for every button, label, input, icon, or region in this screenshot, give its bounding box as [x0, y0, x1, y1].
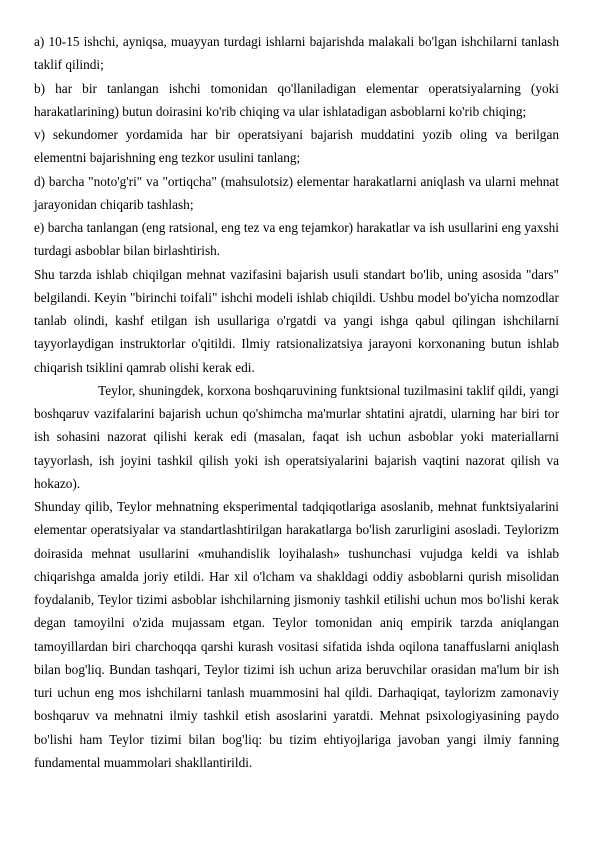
list-item-v: v) sekundomer yordamida har bir operatsiyani bajarish muddatini yozib oling va berilgan elementni bajarishning eng tezkor usulini tanlang; — [34, 127, 559, 166]
list-item-a: a) 10-15 ishchi, ayniqsa, muayyan turdagi ishlarni bajarishda malakali bo'lgan ishchilarni tanlash taklif qilindi; — [34, 34, 559, 73]
body-paragraph: Shunday qilib, Teylor mehnatning eksperimental tadqiqotlariga asoslanib, mehnat funktsiyalarini elementar operatsiyalar va standartlashtirilgan harakatlarga bo'lish zarurligini asosladi. Teylorizm doirasida mehnat usullarini «muhandislik loyihalash» tushunchasi vujudga keldi va ishlab chiqarishga amalda joriy etildi. Har xil o'lcham va shakldagi oddiy asboblarni qurish misolidan foydalanib, Teylor tizimi asboblar ishchilarning jismoniy tashkil etilishi uchun mos bo'lishi kerak degan tamoyilni o'zida mujassam etgan. Teylor tomonidan aniq empirik tarzda aniqlangan tamoyillardan biri charchoqqa qarshi kurash vositasi sifatida ishda oqilona tanaffuslarni aniqlash bilan bog'liq. Bundan tashqari, Teylor tizimi ish uchun ariza beruvchilar orasidan ma'lum bir ish turi uchun eng mos ishchilarni tanlash muammosini hal qildi. Darhaqiqat, taylorizm zamonaviy boshqaruv va mehnatni ilmiy tashkil etish asoslarini yaratdi. Mehnat psixologiyasining paydo bo'lishi ham Teylor tizimi bilan bog'liq: bu tizim ehtiyojlariga javoban yangi ilmiy fanning fundamental muammolari shakllantirildi. — [34, 499, 559, 770]
document-page — [34, 30, 559, 774]
body-paragraph: Shu tarzda ishlab chiqilgan mehnat vazifasini bajarish usuli standart bo'lib, uning asosida "dars" belgilandi. Keyin "birinchi toifali" ishchi modeli ishlab chiqildi. Ushbu model bo'yicha nomzodlar tanlab olindi, kashf etilgan ish usullariga o'rgatdi va yangi ishga qabul qilingan ishchilarni tayyorlaydigan instruktorlar o'qitildi. Ilmiy ratsionalizatsiya jarayoni korxonaning butun ishlab chiqarish tsiklini qamrab olishi kerak edi. — [34, 266, 559, 375]
list-item-d: d) barcha "noto'g'ri" va "ortiqcha" (mahsulotsiz) elementar harakatlarni aniqlash va ularni mehnat jarayonidan chiqarib tashlash; — [34, 173, 559, 212]
list-item-b: b) har bir tanlangan ishchi tomonidan qo'llaniladigan elementar operatsiyalarning (yoki harakatlarining) butun doirasini ko'rib chiqing va ular ishlatadigan asboblarni ko'rib chiqing; — [34, 80, 559, 119]
list-item-e: e) barcha tanlangan (eng ratsional, eng tez va eng tejamkor) harakatlar va ish usullarini eng yaxshi turdagi asboblar bilan birlashtirish. — [34, 220, 559, 259]
body-paragraph: Teylor, shuningdek, korxona boshqaruvining funktsional tuzilmasini taklif qildi, yangi boshqaruv vazifalarini bajarish uchun qo'shimcha ma'murlar shtatini ajratdi, ularning har biri tor ish sohasini nazorat qilishi kerak edi (masalan, faqat ish uchun asboblar yoki materiallarni tayyorlash, ish joyini tashkil qilish yoki ish operatsiyalarini bajarish vaqtini nazorat qilish va hokazo). — [34, 382, 559, 491]
